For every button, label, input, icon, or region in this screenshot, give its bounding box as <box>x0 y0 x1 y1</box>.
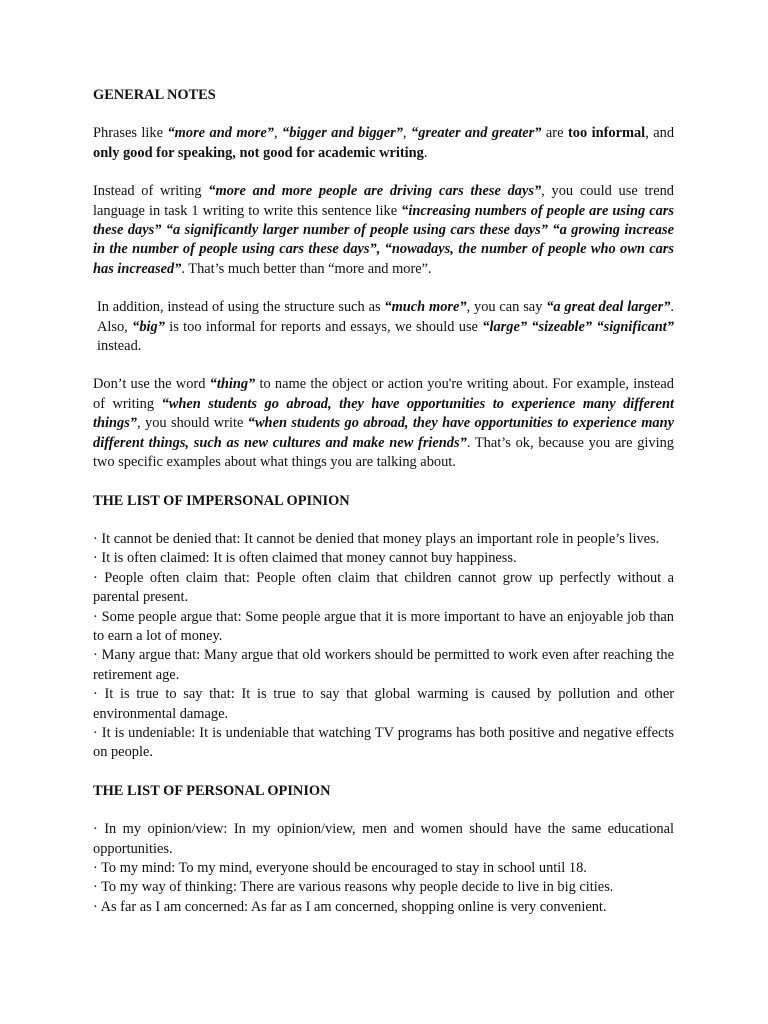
list-item: · It is undeniable: It is undeniable that watching TV programs has both positive and negative effects on people. <box>93 724 674 761</box>
quote-great-deal-larger: “a great deal larger” <box>546 299 671 316</box>
quote-bigger-and-bigger: “bigger and bigger” <box>282 125 403 142</box>
list-item: · Some people argue that: Some people argue that it is more important to have an enjoyable job than to earn a lot of money. <box>93 608 674 644</box>
list-item: · It is true to say that: It is true to say that global warming is caused by pollution and other environmental damage. <box>93 686 674 722</box>
list-item: · It cannot be denied that: It cannot be denied that money plays an important role in people’s lives. <box>93 530 660 547</box>
list-item: · In my opinion/view: In my opinion/view, men and women should have the same educational opportunities. <box>93 821 674 857</box>
impersonal-opinion-list <box>93 530 674 763</box>
quote-driving-cars: “more and more people are driving cars these days” <box>208 183 542 200</box>
paragraph-informal-phrases: Phrases like “more and more”, “bigger and bigger”, “greater and greater” are too informal, and only good for speaking, not good for academic writing. <box>93 125 675 161</box>
list-item: · It is often claimed: It is often claimed that money cannot buy happiness. <box>93 550 517 567</box>
list-item: · As far as I am concerned: As far as I am concerned, shopping online is very convenient. <box>93 898 607 915</box>
general-notes-heading: GENERAL NOTES <box>93 87 216 103</box>
list-item: · People often claim that: People often claim that children cannot grow up perfectly without a parental present. <box>93 569 674 606</box>
quote-specific-examples: “when students go abroad, they have opportunities to experience many different things, such as new cultures and make new friends” <box>93 415 674 451</box>
paragraph-trend-language: Instead of writing “more and more people are driving cars these days”, you could use trend language in task 1 writing to write this sentence like “increasing numbers of people are using cars these days” “a significantly larger number of people using cars these days” “a growing increase in the number of people using cars these days”, “nowadays, the number of people who own cars has increased”. That’s much better than “more and more”. <box>93 183 675 277</box>
quote-much-more: “much more” <box>384 299 467 316</box>
quote-large-alternatives: “large” “sizeable” “significant” <box>482 318 674 335</box>
quote-thing: “thing” <box>209 376 256 393</box>
personal-opinion-heading: THE LIST OF PERSONAL OPINION <box>93 782 331 799</box>
emphasis-too-informal: too informal <box>567 125 646 142</box>
list-item: · To my mind: To my mind, everyone should be encouraged to stay in school until 18. <box>93 860 587 876</box>
list-item: · To my way of thinking: There are various reasons why people decide to live in big cities. <box>93 879 614 896</box>
impersonal-opinion-heading: THE LIST OF IMPERSONAL OPINION <box>93 492 350 509</box>
quote-different-things: “when students go abroad, they have opportunities to experience many different things” <box>93 395 674 432</box>
quote-more-and-more: “more and more” <box>167 125 274 142</box>
quote-trend-examples: “increasing numbers of people are using cars these days” “a significantly larger number of people using cars these days” “a growing increase in the number of people using cars these days”, “nowadays, the number of people who own cars has increased” <box>93 202 675 277</box>
quote-big: “big” <box>132 318 165 335</box>
paragraph-thing: Don’t use the word “thing” to name the object or action you're writing about. For example, instead of writing “when students go abroad, they have opportunities to experience many different things”, you should write “when students go abroad, they have opportunities to experience many different things, such as new cultures and make new friends”. That’s ok, because you are giving two specific examples about what things you are talking about. <box>93 376 675 471</box>
list-item: · Many argue that: Many argue that old workers should be permitted to work even after reaching the retirement age. <box>93 647 674 683</box>
paragraph-much-more: In addition, instead of using the structure such as “much more”, you can say “a great deal larger”. Also, “big” is too informal for reports and essays, we should use “large” “sizeable” “significant” instead. <box>97 299 675 355</box>
quote-greater-and-greater: “greater and greater” <box>411 125 542 142</box>
emphasis-speaking-only: only good for speaking, not good for academic writing <box>93 144 424 161</box>
personal-opinion-list <box>93 820 674 917</box>
